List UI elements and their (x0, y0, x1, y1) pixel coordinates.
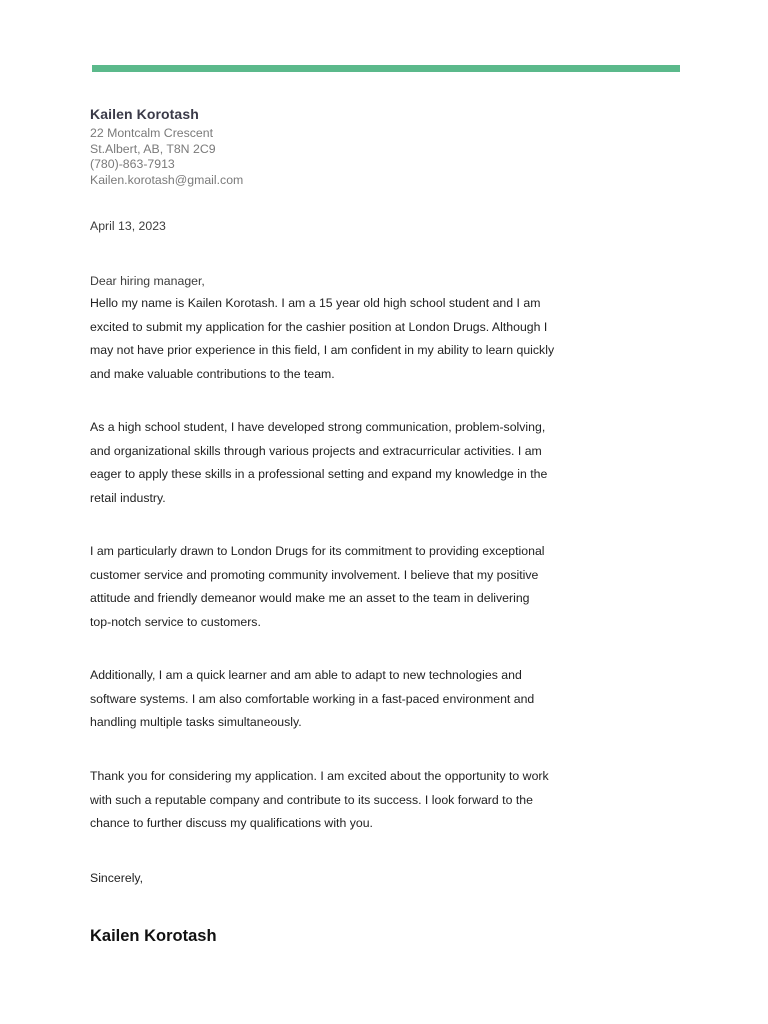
sender-address-line2: St.Albert, AB, T8N 2C9 (90, 141, 216, 156)
paragraph-line: As a high school student, I have developed strong communication, problem-solving, (90, 420, 546, 434)
sender-contact-block (90, 126, 243, 188)
signature-name: Kailen Korotash (90, 927, 217, 945)
paragraph-line: customer service and promoting community involvement. I believe that my positive (90, 567, 539, 582)
paragraph-line: software systems. I am also comfortable working in a fast-paced environment and (90, 691, 535, 706)
sender-email: Kailen.korotash@gmail.com (90, 172, 244, 187)
paragraph-line: I am particularly drawn to London Drugs for its commitment to providing exceptional (90, 544, 545, 558)
closing: Sincerely, (90, 871, 144, 885)
paragraph-line: and organizational skills through various projects and extracurricular activities. I am (90, 443, 542, 458)
letter-date: April 13, 2023 (90, 219, 166, 233)
paragraph-line: chance to further discuss my qualifications with you. (90, 816, 373, 830)
paragraph-line: may not have prior experience in this field, I am confident in my ability to learn quickly (90, 343, 555, 357)
body-paragraph-2 (90, 416, 570, 510)
paragraph-line: attitude and friendly demeanor would make me an asset to the team in delivering (90, 591, 530, 605)
body-paragraph-5 (90, 765, 570, 836)
body-paragraph-3 (90, 540, 570, 634)
sender-phone: (780)-863-7913 (90, 157, 175, 172)
sender-name: Kailen Korotash (90, 106, 199, 122)
paragraph-line: Additionally, I am a quick learner and am able to adapt to new technologies and (90, 668, 522, 682)
accent-bar (92, 65, 680, 72)
paragraph-line: eager to apply these skills in a professional setting and expand my knowledge in the (90, 467, 548, 481)
paragraph-line: Hello my name is Kailen Korotash. I am a 15 year old high school student and I am (90, 296, 541, 310)
paragraph-line: with such a reputable company and contribute to its success. I look forward to the (90, 792, 533, 807)
paragraph-line: and make valuable contributions to the team. (90, 366, 335, 381)
paragraph-line: top-notch service to customers. (90, 614, 261, 629)
paragraph-line: handling multiple tasks simultaneously. (90, 715, 302, 729)
paragraph-line: excited to submit my application for the cashier position at London Drugs. Although I (90, 319, 548, 334)
sender-address-line1: 22 Montcalm Crescent (90, 126, 214, 140)
paragraph-line: Thank you for considering my application. I am excited about the opportunity to work (90, 769, 549, 783)
body-paragraph-4 (90, 664, 570, 735)
body-paragraph-1 (90, 292, 570, 386)
salutation: Dear hiring manager, (90, 274, 205, 288)
paragraph-line: retail industry. (90, 490, 166, 505)
